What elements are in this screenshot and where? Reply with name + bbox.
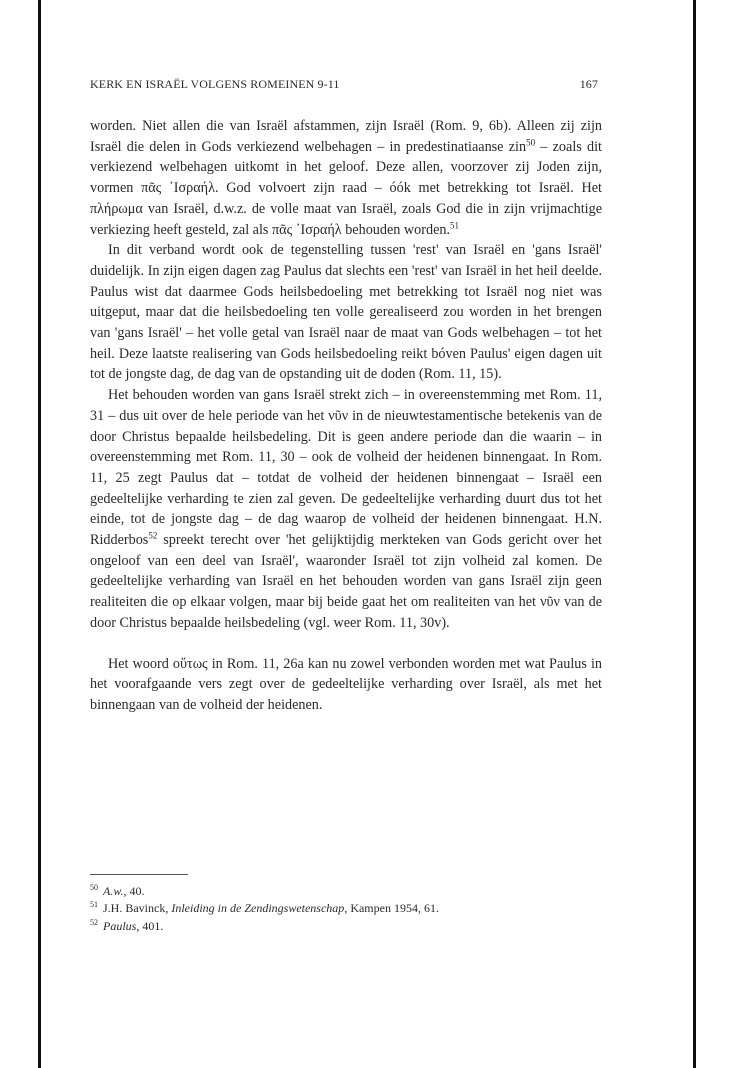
footnote-text: , Kampen 1954, 61.: [344, 901, 439, 916]
running-title: KERK EN ISRAËL VOLGENS ROMEINEN 9-11: [90, 77, 340, 91]
footnote-50: [90, 883, 602, 900]
footnote-52: [90, 918, 602, 935]
footnote-ref-50: 50: [526, 136, 536, 147]
paragraph-4: Het woord οὕτως in Rom. 11, 26a kan nu zowel verbonden worden met wat Paulus in het voorafgaande vers zegt over de gedeeltelijke verharding over Israël, als met het binnengaan van de volheid der heidenen.: [90, 655, 602, 713]
footnote-ref-51: 51: [450, 219, 460, 230]
footnote-title: Paulus: [103, 918, 137, 933]
paragraph-3-part-b: spreekt terecht over 'het gelijktijdig merkteken van Gods gericht over het ongeloof van een deel van Israël', waaronder Israël tot zijn volheid zal komen. De gedeeltelijke verharding van Israël en het behouden worden van gans Israël zijn geen realiteiten die op elkaar volgen, maar bij beide gaat het om realiteiten van het νῦν van de door Christus bepaalde heilsbedeling (vgl. weer Rom. 11, 30v).: [90, 532, 602, 631]
footnote-author: J.H. Bavinck,: [103, 901, 172, 916]
footnote-title: A.w.: [103, 884, 124, 898]
footnote-rule: [90, 874, 188, 875]
page-edge-left: [38, 0, 41, 1068]
paragraph-3-part-a: Het behouden worden van gans Israël strekt zich – in overeenstemming met Rom. 11, 31 – dus uit over de hele periode van het νῦν in de nieuwtestamentische betekenis van de door Christus bepaalde heilsbedeling. Dit is geen andere periode dan die waarin – in overeenstemming met Rom. 11, 30 – ook de volheid der heidenen binnengaat. In Rom. 11, 25 zegt Paulus dat – totdat de volheid der heidenen binnengaat – Israël een gedeeltelijke verharding te zien zal geven. De gedeeltelijke verharding duurt dus tot het einde, tot de jongste dag – de dag waarop de volheid der heidenen binnengaat. H.N. Ridderbos: [90, 387, 602, 549]
running-header: [90, 77, 598, 92]
paragraph-3: [90, 385, 602, 633]
footnote-number: 52: [90, 917, 98, 927]
footnote-ref-52: 52: [148, 530, 158, 541]
page-edge-right: [693, 0, 696, 1068]
paragraph-1-part-b: – zoals dit verkiezend welbehagen uitkomt in het geloof. Deze allen, voorzover zij Joden zijn, vormen πᾶς ᾿Ισραήλ. God volvoert zijn raad – óók met betrekking tot Israël. Het πλήρωμα van Israël, d.w.z. de volle maat van Israël, zoals God die in zijn vrijmachtige verkiezing heeft gesteld, zal als πᾶς ᾿Ισραήλ behouden worden.: [90, 138, 602, 238]
page-number: 167: [579, 77, 598, 91]
body-text: [90, 116, 602, 716]
footnote-number: 51: [90, 900, 98, 910]
paragraph-1: [90, 116, 602, 240]
footnotes: [90, 883, 602, 935]
footnote-number: 50: [90, 883, 98, 892]
footnote-title: Inleiding in de Zendingswetenschap: [171, 901, 345, 916]
footnote-text: , 401.: [136, 918, 164, 933]
footnote-text: , 40.: [123, 884, 145, 898]
paragraph-2: In dit verband wordt ook de tegenstelling tussen 'rest' van Israël en 'gans Israël' duidelijk. In zijn eigen dagen zag Paulus dat slechts een 'rest' van Israël in het heil deelde. Paulus wist dat daarmee Gods heilsbedoeling met betrekking tot Israël nog niet was uitgeput, maar dat die heilsbedoeling ten volle gerealiseerd zou worden in het brengen van 'gans Israël' – het volle getal van Israël naar de maat van Gods welbehagen – tot het heil. Deze laatste realisering van Gods heilsbedoeling reikt bóven Paulus' eigen dagen uit tot de jongste dag, de dag van de opstanding uit de doden (Rom. 11, 15).: [90, 242, 602, 383]
paragraph-1-part-a: worden. Niet allen die van Israël afstammen, zijn Israël (Rom. 9, 6b). Alleen zij zijn Israël die delen in Gods verkiezend welbehagen – in predestinatiaanse zin: [90, 118, 602, 155]
footnote-51: [90, 900, 602, 917]
